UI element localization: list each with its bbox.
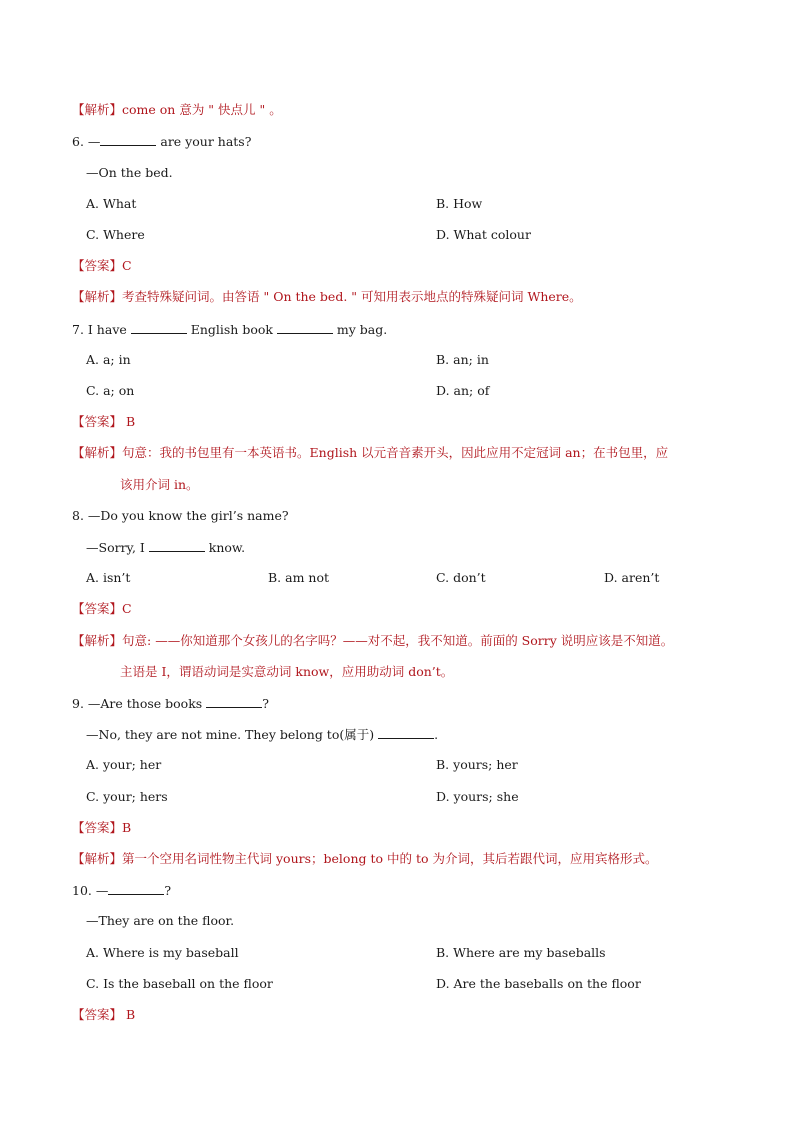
- answer-line: [72, 414, 135, 430]
- answer-tag: 【答案】: [72, 258, 123, 273]
- question-7: [72, 321, 387, 338]
- option-c: C. Where: [86, 227, 145, 242]
- answer-blank: [206, 695, 262, 708]
- question-8-reply: [86, 539, 245, 556]
- option-a: A. isn’t: [86, 570, 131, 585]
- option-a: A. a; in: [86, 352, 131, 367]
- question-6: [72, 133, 251, 150]
- answer-tag: 【答案】: [72, 1007, 123, 1022]
- analysis-line: [72, 289, 582, 305]
- question-9: [72, 695, 269, 712]
- answer-blank: [149, 539, 205, 552]
- question-9-reply: [86, 726, 438, 743]
- answer-line: [72, 1007, 135, 1023]
- reply-text: .: [434, 727, 439, 742]
- option-c: C. a; on: [86, 383, 135, 398]
- answer-blank: [100, 133, 156, 146]
- question-text: 9. —Are those books: [72, 696, 207, 711]
- analysis-continued: 该用介词 in。: [120, 477, 199, 492]
- answer-value: B: [122, 414, 136, 429]
- question-text: ?: [164, 883, 172, 898]
- analysis-tag: 【解析】: [72, 102, 123, 117]
- question-text: 10. —: [72, 883, 109, 898]
- reply-text: —Sorry, I: [86, 540, 149, 555]
- question-text: ?: [262, 696, 269, 711]
- option-b: B. an; in: [436, 352, 489, 367]
- option-d: D. yours; she: [436, 789, 519, 804]
- reply-text: know.: [204, 540, 246, 555]
- answer-line: [72, 601, 132, 617]
- analysis-line: [72, 851, 658, 867]
- answer-blank: [378, 726, 434, 739]
- analysis-continued: 主语是 I，谓语动词是实意动词 know，应用助动词 don’t。: [120, 664, 454, 679]
- option-d: D. Are the baseballs on the floor: [436, 976, 641, 991]
- answer-tag: 【答案】: [72, 601, 123, 616]
- question-number: 6. —: [72, 134, 101, 149]
- option-a: A. Where is my baseball: [86, 945, 239, 960]
- answer-blank: [108, 882, 164, 895]
- option-c: C. don’t: [436, 570, 486, 585]
- analysis-tag: 【解析】: [72, 289, 123, 304]
- option-c: C. your; hers: [86, 789, 168, 804]
- question-number: 7. I have: [72, 322, 131, 337]
- option-d: D. aren’t: [604, 570, 660, 585]
- answer-line: [72, 820, 131, 836]
- question-6-reply: —On the bed.: [86, 165, 173, 180]
- option-b: B. am not: [268, 570, 330, 585]
- analysis-line: [72, 445, 668, 461]
- question-10-reply: —They are on the floor.: [86, 913, 235, 928]
- option-d: D. an; of: [436, 383, 490, 398]
- option-a: A. What: [86, 196, 137, 211]
- option-a: A. your; her: [86, 757, 162, 772]
- question-text: are your hats?: [156, 134, 252, 149]
- answer-blank: [131, 321, 187, 334]
- question-10: [72, 882, 171, 899]
- analysis-tag: 【解析】: [72, 633, 123, 648]
- answer-line: [72, 258, 132, 274]
- analysis-text: 句意：我的书包里有一本英语书。English 以元音音素开头，因此应用不定冠词 an；在书包里，应: [122, 445, 669, 460]
- analysis-text: come on 意为 " 快点儿 " 。: [122, 102, 282, 117]
- question-text: my bag.: [332, 322, 388, 337]
- answer-value: C: [122, 258, 132, 273]
- option-b: B. Where are my baseballs: [436, 945, 606, 960]
- analysis-line: [72, 633, 673, 649]
- answer-tag: 【答案】: [72, 414, 123, 429]
- answer-tag: 【答案】: [72, 820, 123, 835]
- analysis-line: [72, 102, 282, 118]
- question-text: English book: [186, 322, 277, 337]
- analysis-text: 第一个空用名词性物主代词 yours；belong to 中的 to 为介词，其后若跟代词，应用宾格形式。: [122, 851, 658, 866]
- analysis-text: 考查特殊疑问词。由答语 " On the bed. " 可知用表示地点的特殊疑问词 Where。: [122, 289, 582, 304]
- answer-value: B: [122, 1007, 136, 1022]
- option-b: B. How: [436, 196, 483, 211]
- answer-value: B: [122, 820, 132, 835]
- answer-value: C: [122, 601, 132, 616]
- analysis-text: 句意: ——你知道那个女孩儿的名字吗？——对不起，我不知道。前面的 Sorry 说明应该是不知道。: [122, 633, 674, 648]
- option-d: D. What colour: [436, 227, 531, 242]
- option-c: C. Is the baseball on the floor: [86, 976, 273, 991]
- answer-blank: [277, 321, 333, 334]
- option-b: B. yours; her: [436, 757, 518, 772]
- question-8: 8. —Do you know the girl’s name?: [72, 508, 289, 523]
- analysis-tag: 【解析】: [72, 445, 123, 460]
- analysis-tag: 【解析】: [72, 851, 123, 866]
- reply-text: —No, they are not mine. They belong to(属于): [86, 727, 379, 742]
